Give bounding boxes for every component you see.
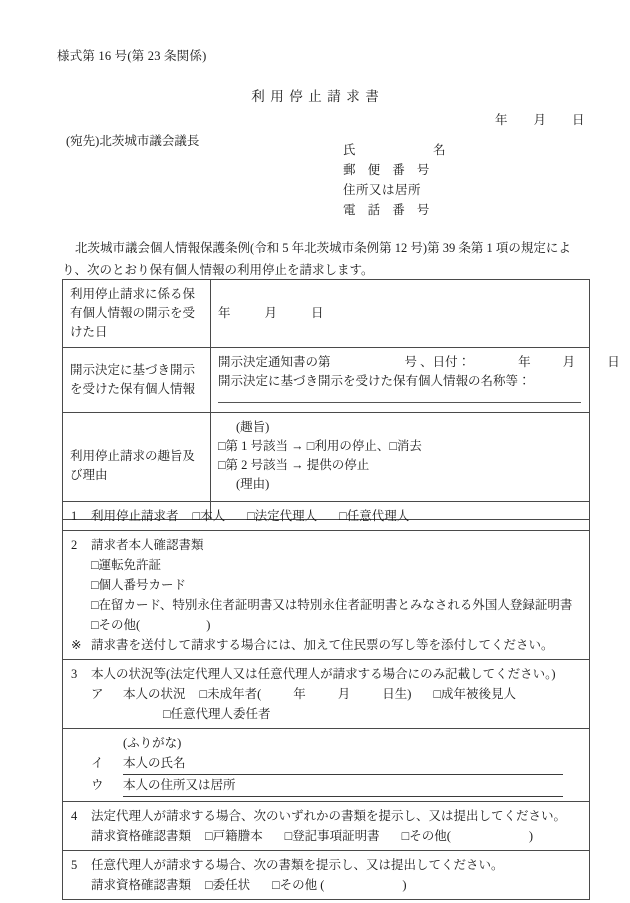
notice-number-prefix: 開示決定通知書の第 — [218, 355, 331, 369]
item-3-option-ward[interactable]: □成年被後見人 — [433, 687, 516, 701]
purpose-heading: (趣旨) — [236, 420, 270, 434]
date-day-label: 日 — [572, 113, 585, 127]
item-3-sub-u-line — [71, 775, 583, 797]
item-4-cell — [63, 802, 590, 851]
applicant-info-fields — [343, 140, 456, 220]
item-4-title: 法定代理人が請求する場合、次のいずれかの書類を提示し、又は提出してください。 — [91, 809, 567, 823]
item-1-title: 利用停止請求者 — [91, 509, 179, 523]
item-5-other-prefix: □その他 ( — [272, 878, 325, 892]
notice-year-label: 年 — [518, 355, 531, 369]
applicant-field-address-label: 住所又は居所 — [343, 183, 422, 197]
row-label-disclosure-date: 利用停止請求に係る保有個人情報の開示を受けた日 — [63, 280, 211, 348]
purpose-option-1[interactable]: □第 1 号該当 → □利用の停止、□消去 — [218, 439, 422, 453]
date-month-label: 月 — [533, 113, 547, 127]
item-4-other-prefix: □その他( — [401, 829, 451, 843]
item-2-cell — [63, 531, 590, 660]
item-4-option-koseki[interactable]: □戸籍謄本 — [205, 829, 263, 843]
table-row-disclosure-date — [63, 280, 590, 348]
furigana-label: (ふりがな) — [123, 736, 182, 750]
addressee: (宛先)北茨城市議会議長 — [66, 134, 200, 148]
item-4-option-touki[interactable]: □登記事項証明書 — [284, 829, 380, 843]
table-row-item-4 — [63, 802, 590, 851]
table-row-item-3-identity — [63, 729, 590, 802]
table-row-item-1 — [63, 502, 590, 531]
item-3-minor-day: 日生) — [382, 687, 412, 701]
item-1-cell — [63, 502, 590, 531]
applicant-field-phone-label: 電 話 番 号 — [343, 203, 434, 217]
item-2-note-text: 請求書を送付して請求する場合には、加えて住民票の写し等を添付してください。 — [91, 638, 554, 652]
date-year-label: 年 — [495, 113, 508, 127]
item-3-number: 3 — [71, 667, 78, 681]
item-3-minor-prefix: □未成年者( — [199, 687, 262, 701]
notice-month-label: 月 — [562, 355, 576, 369]
item-1-line — [71, 506, 583, 526]
disclosed-info-write-rule — [218, 402, 581, 403]
notice-number-suffix: 号 、日付： — [404, 355, 471, 369]
item-4-other-suffix: ) — [528, 829, 534, 843]
disclosure-day-label: 日 — [311, 306, 324, 320]
document-title: 利用停止請求書 — [251, 89, 385, 104]
item-3-sub-u-mark: ウ — [91, 778, 104, 792]
item-5-docs-label: 請求資格確認書類 — [91, 878, 192, 892]
reason-heading: (理由) — [236, 477, 270, 491]
item-5-title: 任意代理人が請求する場合、次の書類を提示し、又は提出してください。 — [91, 858, 504, 872]
item-1-option-legal[interactable]: □法定代理人 — [247, 509, 318, 523]
item-3-person-address-field[interactable]: 本人の住所又は居所 — [123, 775, 563, 797]
item-3-sub-i-line — [71, 753, 583, 775]
item-2-option-license[interactable]: □運転免許証 — [91, 558, 162, 572]
item-2-option-residence-card[interactable]: □在留カード、特別永住者証明書又は特別永住者証明書とみなされる外国人登録証明書 — [91, 598, 573, 612]
disclosure-info-table — [62, 279, 620, 520]
item-4-docs-line — [71, 826, 583, 846]
item-5-option-other[interactable] — [272, 878, 407, 892]
item-2-option-other[interactable] — [71, 615, 583, 635]
row-value-disclosed-info — [211, 348, 620, 413]
item-5-option-inin[interactable]: □委任状 — [205, 878, 251, 892]
applicant-field-address — [343, 180, 456, 200]
form-number: 様式第 16 号(第 23 条関係) — [57, 49, 207, 63]
disclosure-month-label: 月 — [264, 306, 278, 320]
table-row-item-3 — [63, 660, 590, 729]
item-3-sub-a-mark: ア — [91, 687, 104, 701]
item-3-sub-a-label: 本人の状況 — [123, 687, 186, 701]
item-3-cell — [63, 660, 590, 729]
table-row-item-2 — [63, 531, 590, 660]
item-4-option-other[interactable] — [402, 829, 533, 843]
submission-date-line — [495, 110, 585, 128]
applicant-field-name — [343, 140, 456, 160]
requester-details-table — [62, 501, 590, 900]
applicant-field-postal-label: 郵 便 番 号 — [343, 163, 434, 177]
item-3-minor-month: 月 — [337, 687, 351, 701]
item-2-title-line — [71, 535, 583, 555]
item-2-title: 請求者本人確認書類 — [91, 538, 204, 552]
notice-day-label: 日 — [607, 355, 620, 369]
item-2-note-line — [71, 635, 583, 655]
item-2-number: 2 — [71, 538, 78, 552]
item-5-cell — [63, 851, 590, 900]
disclosure-year-label: 年 — [218, 306, 231, 320]
item-5-number: 5 — [71, 858, 78, 872]
item-5-docs-line — [71, 875, 583, 895]
item-3-minor-year: 年 — [293, 687, 306, 701]
item-5-other-suffix: ) — [402, 878, 407, 892]
row-label-disclosed-info: 開示決定に基づき開示を受けた保有個人情報 — [63, 348, 211, 413]
table-row-disclosed-info — [63, 348, 590, 413]
applicant-field-phone — [343, 200, 456, 220]
row-label-purpose-reason: 利用停止請求の趣旨及び理由 — [63, 413, 211, 520]
item-4-number: 4 — [71, 809, 78, 823]
purpose-option-2[interactable]: □第 2 号該当 → 提供の停止 — [218, 458, 370, 472]
applicant-field-name-label: 氏 名 — [343, 143, 456, 157]
item-2-option-mynumber[interactable]: □個人番号カード — [91, 578, 187, 592]
item-3-option-minor[interactable] — [200, 687, 412, 701]
item-3-option-voluntary-delegator[interactable]: □任意代理人委任者 — [163, 707, 271, 721]
item-3-title: 本人の状況等(法定代理人又は任意代理人が請求する場合にのみ記載してください。) — [91, 667, 556, 681]
note-mark: ※ — [71, 638, 82, 652]
table-row-item-5 — [63, 851, 590, 900]
item-1-option-self[interactable]: □本人 — [192, 509, 226, 523]
item-2-other-prefix: □その他( — [91, 618, 141, 632]
notice-number-line — [218, 353, 620, 372]
item-1-number: 1 — [71, 509, 78, 523]
item-3-sub-i-mark: イ — [91, 756, 104, 770]
disclosed-info-name-line: 開示決定に基づき開示を受けた保有個人情報の名称等： — [218, 374, 531, 388]
item-3-title-line — [71, 664, 583, 684]
item-3-sub-a-line — [71, 684, 583, 704]
item-4-title-line — [71, 806, 583, 826]
item-1-option-voluntary[interactable]: □任意代理人 — [339, 509, 410, 523]
applicant-field-postal — [343, 160, 456, 180]
item-3-identity-cell — [63, 729, 590, 802]
intro-paragraph: 北茨城市議会個人情報保護条例(令和 5 年北茨城市条例第 12 号)第 39 条第 1 項の規定により、次のとおり保有個人情報の利用停止を請求します。 — [62, 241, 571, 277]
item-2-other-suffix: ) — [206, 618, 211, 632]
item-5-title-line — [71, 855, 583, 875]
row-value-disclosure-date — [211, 280, 590, 348]
item-3-person-name-field[interactable]: 本人の氏名 — [123, 753, 563, 775]
item-4-docs-label: 請求資格確認書類 — [91, 829, 192, 843]
